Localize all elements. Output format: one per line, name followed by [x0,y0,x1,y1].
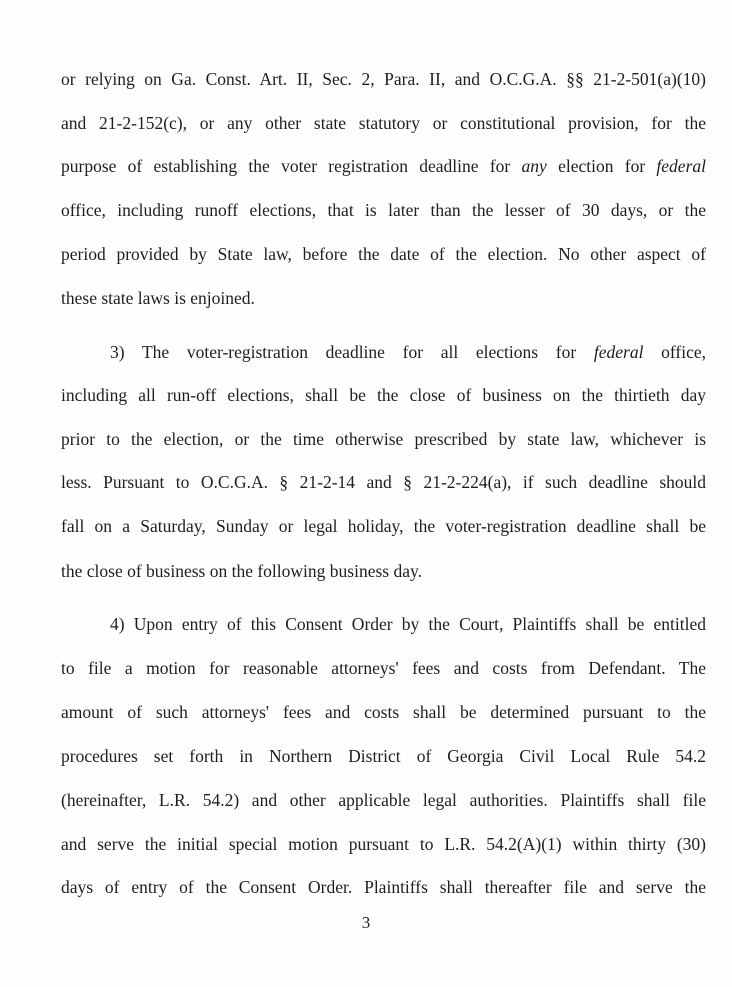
italic-text-run: federal [593,342,644,362]
text-run: and serve the initial special motion pursuant to L.R. 54.2(A)(1) within thirty (30) [61,834,706,854]
text-line-18 [61,833,706,855]
italic-text-run: federal [656,156,706,176]
text-line-11 [61,515,706,537]
text-run: office, including runoff elections, that is later than the lesser of 30 days, or the [61,200,706,220]
text-line-1 [61,68,706,90]
text-run: amount of such attorneys' fees and costs shall be determined pursuant to the [61,702,706,722]
text-line-8 [61,384,706,406]
text-line-16 [61,745,706,767]
text-run: or relying on Ga. Const. Art. II, Sec. 2, Para. II, and O.C.G.A. §§ 21-2-501(a)(10) [61,69,706,89]
text-run: election for [546,156,657,176]
text-line-2 [61,112,706,134]
text-run: period provided by State law, before the date of the election. No other aspect of [61,244,706,264]
text-run: these state laws is enjoined. [61,288,255,308]
text-line-14 [61,657,706,679]
text-run: days of entry of the Consent Order. Plaintiffs shall thereafter file and serve the [61,877,706,897]
italic-text-run: any [521,156,547,176]
text-run: less. Pursuant to O.C.G.A. § 21-2-14 and § 21-2-224(a), if such deadline should [61,472,706,492]
text-line-4 [61,199,706,221]
text-run: including all run-off elections, shall be the close of business on the thirtieth day [61,385,706,405]
text-run: to file a motion for reasonable attorneys' fees and costs from Defendant. The [61,658,706,678]
paragraph-3-line-1 [110,341,706,363]
text-run: 3) The voter-registration deadline for all elections for [110,342,594,362]
text-line-17 [61,789,706,811]
text-run: and 21-2-152(c), or any other state statutory or constitutional provision, for the [61,113,706,133]
text-run: 4) Upon entry of this Consent Order by the Court, Plaintiffs shall be entitled [110,614,706,634]
paragraph-4-line-1 [110,613,706,635]
page-number: 3 [361,913,371,932]
text-line-12 [61,560,706,582]
text-line-6 [61,287,706,309]
text-run: (hereinafter, L.R. 54.2) and other applicable legal authorities. Plaintiffs shall file [61,790,706,810]
text-run: fall on a Saturday, Sunday or legal holiday, the voter-registration deadline shall be [61,516,706,536]
text-line-5 [61,243,706,265]
text-run: procedures set forth in Northern District of Georgia Civil Local Rule 54.2 [61,746,706,766]
text-run: the close of business on the following business day. [61,561,422,581]
text-line-9 [61,428,706,450]
text-line-3 [61,155,706,177]
text-run: office, [643,342,706,362]
text-run: purpose of establishing the voter registration deadline for [61,156,522,176]
text-line-19 [61,876,706,898]
text-run: prior to the election, or the time otherwise prescribed by state law, whichever is [61,429,706,449]
text-line-10 [61,471,706,493]
text-line-15 [61,701,706,723]
